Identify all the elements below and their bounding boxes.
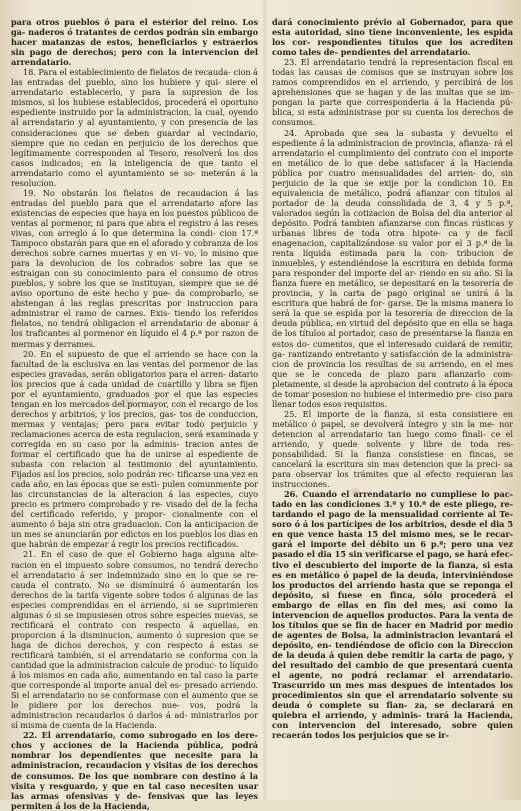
paragraph: 26. Cuando el arrendatario no cumpliese lo pac- tado en las condiciones 3.ª y 10.ª de este pliego, re- tardando el pago de la mensualidad corriente al Te- soro ó á los partícipes de los arbitrios, desde el dia 5 en que vence hasta 15 del mismo mes, se le recar- gará el importe del débito un 6 p.ª; pero una vez pasado el dia 15 sin verificarse el pago, se hará efec- tivo el descubierto del importe de la fianza, si esta es en metálico ó papel de la deuda, interviniéndose los productos del arriendo hasta que se reponga el depósito, si fuese en finca, sólo procederá el embargo de ellas en fin del mes, así como la intervencion de aquellos productos. Para la venta de los títulos que se fin de hacer en Madrid por medio de agentes de Bolsa, la administracion levantará el depósito, en- tendiéndose de oficio con la Direccion de la deuda á quien debe remitir la carta de pago, y del resultado del cambio de que presentará cuenta el agente, no podrá reclamar el arrendatario. Trascurrido un mes mas despues de intentados los procedimientos sin que el arrendatario solvente su deuda ó complete su fian- za, se declarará en quiebra el arriendo, y adminis- trará la Hacienda, con intervencion del interesado, sobre quien recaerán todos los perjuicios que se ir-	[272, 489, 513, 741]
paragraph: 19. No obstarán los fielatos de recaudacion á las entradas del pueblo para que el arrendatario afore las existencias de especies que haya en los puestos públicos de ventas al pormenor, ni para que abra el registro á las reses vivas, con arreglo á lo que determina la condi- cion 17.ª Tampoco obstarán para que en el aforado y cobranza de los derechos sobre carnes muertas y en vi- vo, lo mismo que para la devolucion de los cobrados sobre las que se estraigan con su conocimiento para el consumo de otros pueblos, y sobre los que se instituyan, siempre que se dé aviso oportuno de este hecho y pue- da comprobarlo, se abstengan á las reglas prescritas por instruccion para administrar el ramo de carnes. Exis- tiendo los referidos fielatos, no tendrá obligacion el arrendatario de abonar á los traficantes al pormenor en líquido el 4 p.ª por razon de mermas y derrames.	[11, 187, 258, 349]
paragraph: 25. El importe de la fianza, si esta consistiere en metálico ó papel, se devolverá íntegro y sin la me- nor detencion al arrendatario tan luego como finali- ce el arriendo, y quede solvente y libre de toda res- ponsabilidad. Si la fianza consistiese en fincas, se cancelará la escritura sin mas detencion que la preci- sa para observar los trámites que al efecto requieran las instrucciones.	[272, 408, 513, 490]
paragraph: 20. En el supuesto de que el arriendo se hace con la facultad de la esclusiva en las ventas del pormenor de las especies gravadas, serán obligatorios para el arren- datario los precios que á cada unidad de cuartillo y libra se fijen por el ayuntamiento, graduados por el que las especies tengan en los mercados del pormayor, con el recargo de los derechos y arbitrios, y los precios, gas- tos de conduccion, mermas y ventajas; pero para evitar todo perjuicio y reclamaciones acerca de esta regulacion, será examinada y corregida en su caso por la adminis- tracion antes de formar el certificado que ha de unirse al espediente de subasta con relacion al testimonio del ayuntamiento. Fijados así los precios, solo podrán rec- tificarse una vez en cada año, en las épocas que se esti- pulen comunmente por las circunstancias de la alteracion á las especies, cuyo precio es primero comprobado y re- visado del de la fecha del certificado referido, y propor- cionalmente con el aumento ó baja sin otra graduacion. Con la anticipacion de un mes se anunciarán por edictos en los pueblos los dias en que habrán de empezar á regir los precios rectificados.	[11, 348, 258, 550]
paragraph: 22. El arrendatario, como subrogado en los dere- chos y acciones de la Hacienda pública, podrá nombrar los dependientes que necesite para la administracion, recaudacion y visitas de los derechos de consumos. De los que nombrare con destino á la visita y resguardo, y que en tal caso necesiten usar las armas ofensivas y de- fensivas que las leyes permiten á los de la Hacienda,	[11, 730, 258, 811]
paragraph: 21. En el caso de que el Gobierno haga alguna alte- racion en el impuesto sobre consumos, no tendrá derecho el arrendatario á ser indemnizado sino en lo que se re- cauda el contrato. No se dismínuirá ó aumentarán los derechos de la tarifa vigente sobre todos ó algunas de las especies comprendidas en el arriendo, si se suprimieren algunas ó si se impusiesen otros sobre especies nuevas, se rectificará el contrato con respecto á aquellas, en proporcion á la disminucion, aumento ó supresion que se haga de dichos derechos, y con respecto á estas se rectificará también, si el arrendatario se conforma con la cantidad que la administracion calcule de produc- to líquido á los mismos en cada año, aumentando en tal caso la parte que corresponde al importe anual del es- presado arriendo. Si el arrendatario no se conformase con el aumento que se le pidiere por los derechos nue- vos, podrá la administracion recaudarlos ó darlos á ad- ministrarlos por sí misma de cuenta de la Hacienda.	[11, 549, 258, 731]
paragraph: dará conocimiento prévio al Gobernador, para que esta autoridad, sino tiene inconveniente, les espida los cor- respondientes títulos que los acrediten como tales de- pendientes del arrendatario.	[272, 17, 513, 58]
right-text-column	[272, 17, 513, 797]
paragraph: para otros pueblos ó para el esterior del reino. Los ga- naderos ó tratantes de cerdos podrán sin embargo hacer matanzas de estos, beneficiarlos y estraerlos sin pago de derechos; pero con la intervencion del arrendatario.	[11, 17, 258, 68]
paragraph: 24. Aprobada que sea la subasta y devuelto el espediente á la administracion de provincia, afianza- rá el arrendatario el cumplimiento del contrato con el importe en metálico de lo que debe satisfacer á la Hacienda pública por cuatro mensualidades del arrien- do, sin perjuicio de la que se exije por la condicion 10. En equivalencia de metálico, podrá afianzar con títulos al portador de la deuda consolidada de 3, 4 y 5 p.ª, valorados según la cotizacion de Bolsa del dia anterior al depósito. Podrá tambien afianzarse con fincas rústicas y urbanas libres de toda otra hipote- ca y de facil enagenacion, capitalizándose su valor por el 3 p.ª de la renta líquida estimada para la con- tribucion de inmuebles, y estendiéndose la escritura en debida forma para responder del importe del ar- riendo en su año. Si la fianza fuere en metálico, se depositará en la tesorería de provincia, y la carta de pago original se unirá á la escritura que habrá de for- garse. De la misma manera lo será la que se espida por la tesorería de direccion de la deuda pública, en virtud del depósito que en ella se haga de los títulos al portador, caso de presentarse la fianza en estos do- cumentos, que el interesado cuidará de remitir, ga- rantizando entretanto y satisfacción de la administra- cion de provincia los resultas de su arriendo, en el mes que se le conceda de plazo para afianzarlo com- pletamente, si desde la aprobacion del contrato á la época de tomar posesion no hubiese el intermedio pre- ciso para llenar todos esos requisitos.	[272, 127, 513, 409]
paragraph: 18. Para el establecimiento de fielatos de recauda- cion á las entradas del pueblo, sino los hubiere y qui- siere el arrendatario establecerlo, y para la supresion de los mismos, si los hubiese establecidos, procederá el oportuno espediente instruido por la administracion, la cual, oyendo al arrendatario y al ayuntamiento, y con presencia de las consideraciones que se deben guardar al vecindario, siempre que no cedan en perjuicio de los derechos que legítimamente corresponden al Tesoro, resolverá los dos casos indicados; en la inteligencia de que tanto el arrendatario como el ayuntamiento se so- meterán á la resolucion.	[11, 67, 258, 188]
paragraph: 23. El arrendatario tendrá la representacion fiscal en todas las causas de comisos que se instruyan sobre los ramos comprendidos en el arriendo, y percibirá de los aprehensiones que se hagan y de las multas que se im- pongan la parte que corresponderia á la Hacienda pú- blica, si esta administrase por su cuenta los derechos de consumos.	[272, 57, 513, 128]
left-text-column	[11, 17, 258, 811]
column-gutter	[263, 0, 267, 800]
